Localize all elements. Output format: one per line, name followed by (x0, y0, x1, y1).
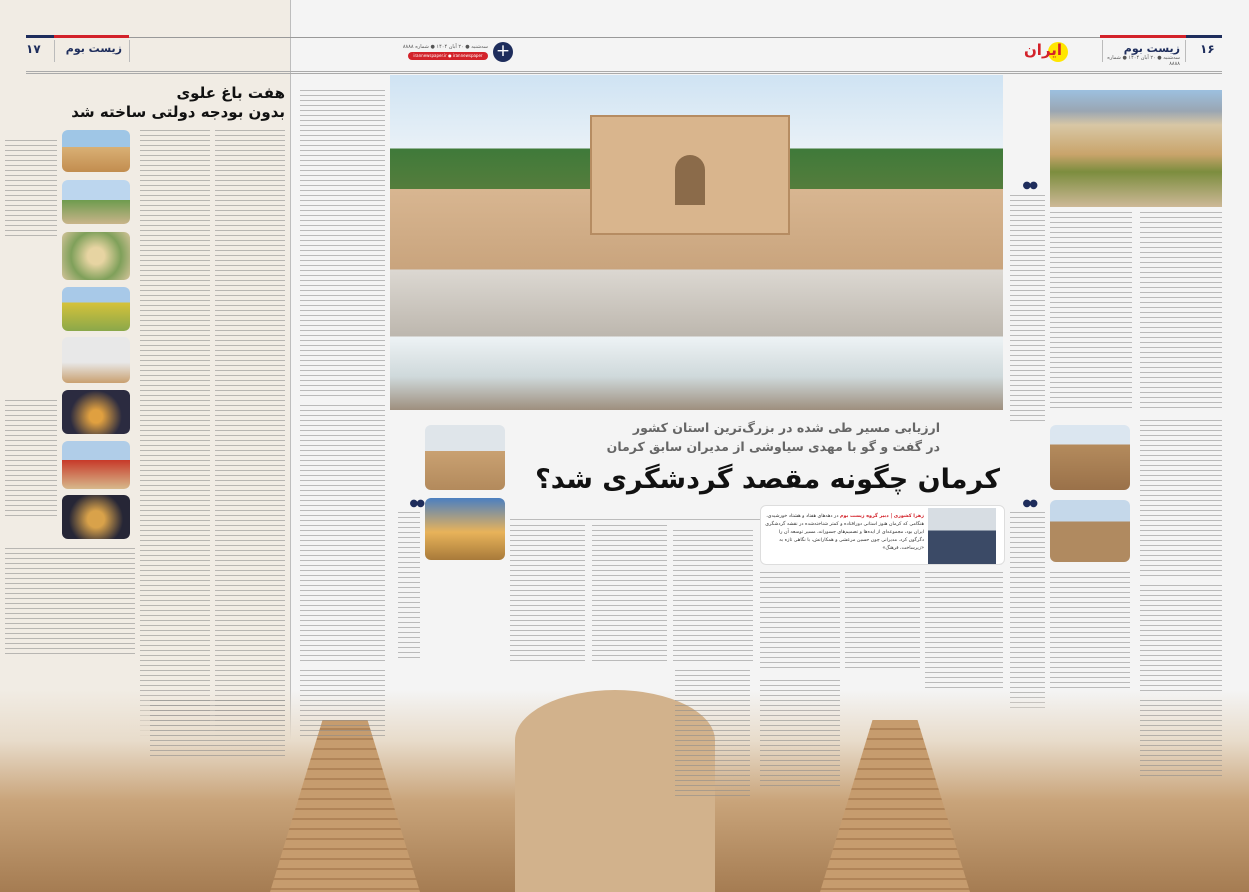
article-text-column (1140, 212, 1222, 412)
garden-photo-2 (62, 180, 130, 224)
garden-photo-5 (62, 337, 130, 383)
icehouse-dome-left (270, 720, 420, 892)
byline: زهرا کشوری | دبیر گروه زیست بوم (840, 514, 924, 519)
lead-paragraph (764, 513, 924, 553)
article-text-column (1050, 212, 1132, 412)
adobe-wall-photo (1050, 425, 1130, 490)
kicker-line-2: در گفت و گو با مهدی سیاوشی از مدیران سابق کرمان (606, 439, 940, 454)
garden-photo-1 (62, 130, 130, 172)
garden-photo-8 (62, 495, 130, 539)
rule-navy-right (1186, 35, 1222, 38)
quote-icon: ●● (409, 498, 423, 509)
page-number-right: ۱۶ (1200, 42, 1215, 56)
article-text-column (300, 670, 385, 740)
article-text-column (673, 530, 753, 665)
garden-photo-7 (62, 441, 130, 489)
sidebar-caption-text (5, 140, 57, 238)
quote-icon: ●● (1022, 180, 1036, 191)
masthead-date-left: سه‌شنبه ● ۲۰ آبان ۱۴۰۴ ● شماره ۸۸۸۸ (402, 44, 488, 50)
garden-photo-4 (62, 287, 130, 331)
divider (54, 40, 55, 62)
sidebar-text-column (5, 548, 135, 658)
article-text-column (760, 572, 840, 672)
author-photo (928, 508, 996, 564)
pull-quote-text (1010, 195, 1045, 425)
rule-red-left (54, 35, 129, 38)
article-text-column (1140, 420, 1222, 580)
top-rule (129, 37, 1222, 38)
garden-photo-3 (62, 232, 130, 280)
sidebar-headline (40, 84, 285, 122)
sidebar-text-column (140, 130, 210, 740)
divider (1185, 40, 1186, 62)
article-text-column (510, 525, 585, 665)
divider (129, 40, 130, 62)
kicker-line-1: ارزیابی مسیر طی شده در بزرگ‌ترین استان کشور (632, 420, 940, 435)
article-text-column (925, 572, 1003, 692)
article-text-column (1140, 700, 1222, 780)
header-double-rule (26, 71, 1222, 74)
article-text-column (300, 90, 385, 400)
sidebar-headline-line-2: بدون بودجه دولتی ساخته شد (71, 103, 285, 121)
plus-logo-icon: + (493, 42, 513, 62)
pull-quote-text (1010, 512, 1045, 712)
sidebar-text-column (215, 130, 285, 740)
rule-navy-left (26, 35, 54, 38)
article-kicker (510, 418, 940, 456)
sidebar-caption-text (5, 400, 57, 520)
icehouse-dome-right (820, 720, 970, 892)
article-text-column (150, 700, 285, 760)
article-text-column (300, 405, 385, 665)
pavilion-arch (675, 155, 705, 205)
article-text-column (675, 670, 750, 800)
bam-citadel-photo (425, 425, 505, 490)
article-text-column (592, 525, 667, 665)
article-text-column (1140, 585, 1222, 695)
lead-text: در دهه‌های هفتاد و هشتاد خورشیدی، هنگامی که کرمان هنوز استانی دورافتاده و کمتر شناخته‌شده در نقشه گردشگری ایران بود، مجموعه‌ای از ایده‌ها و تصمیم‌های جسورانه، مسیر توسعه آن را دگرگون کرد. مدیرانی چون حسین مرعشی و همکارانش، با نگاهی تازه به «زیرساخت، فرهنگ» (765, 514, 924, 551)
fortress-photo (1050, 500, 1130, 562)
main-headline: کرمان چگونه مقصد گردشگری شد؟ (535, 464, 1000, 495)
pull-quote-text (398, 512, 420, 662)
main-photo-shazdeh-garden (390, 75, 1003, 410)
sunset-photo (425, 498, 505, 560)
section-title-left: زیست بوم (65, 42, 122, 55)
article-text-column (760, 680, 840, 790)
page-number-left: ۱۷ (26, 42, 41, 56)
iran-logo: ایران (1024, 41, 1063, 59)
headline-rule (510, 519, 760, 520)
issue-date-right: سه‌شنبه ● ۲۰ آبان ۱۴۰۴ ● شماره ۸۸۸۸ (1107, 55, 1180, 67)
article-text-column (1050, 572, 1130, 692)
garden-photo-6 (62, 390, 130, 434)
article-text-column (845, 572, 920, 672)
quote-icon: ●● (1022, 498, 1036, 509)
social-handles-badge[interactable]: irannewspaper.ir ● irannewspaper (408, 52, 488, 60)
sidebar-headline-line-1: هفت باغ علوی (176, 84, 285, 102)
aerial-garden-photo (1050, 90, 1222, 207)
section-title-right: زیست بوم (1123, 42, 1180, 55)
author-lead-box (760, 505, 1005, 565)
